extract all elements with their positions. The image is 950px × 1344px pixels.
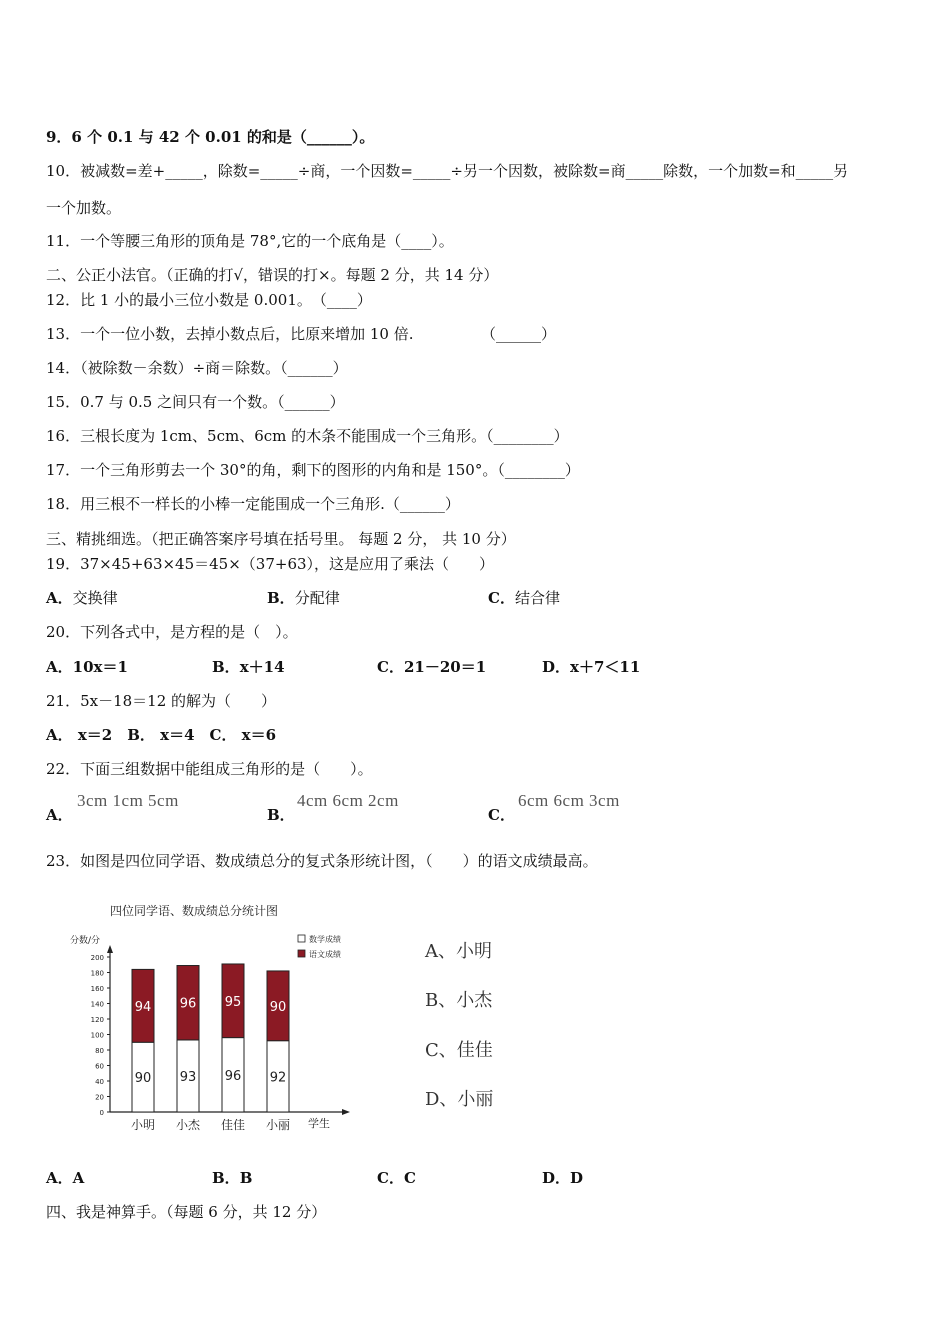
q18: 18．用三根不一样长的小棒一定能围成一个三角形.（______） (46, 495, 460, 513)
x-tick-label: 佳佳 (220, 1118, 246, 1132)
q23-choice-b: B、小杰 (425, 990, 493, 1011)
q10-line1: 10．被减数=差+_____，除数=_____÷商，一个因数=_____÷另一个因数，被除数=商_____除数，一个加数=和_____另 (46, 162, 849, 180)
q19: 19．37×45+63×45＝45×（37+63），这是应用了乘法（ ） (46, 555, 495, 573)
y-tick-label: 20 (95, 1093, 104, 1102)
q23-option-d: D．D (542, 1169, 584, 1187)
q23-option-b: B．B (212, 1169, 253, 1187)
y-tick-label: 120 (90, 1016, 104, 1024)
chart-ylabel: 分数/分 (70, 936, 101, 946)
q22-option-a-key: A． (46, 806, 73, 824)
q22-option-b-key: B． (267, 806, 295, 824)
x-tick-label: 小丽 (265, 1118, 291, 1132)
q20-option-b: B．x＋14 (212, 658, 285, 676)
bar-label-chinese: 90 (269, 999, 287, 1015)
q22-option-c-values: 6cm 6cm 3cm (518, 791, 620, 810)
q12: 12．比 1 小的最小三位小数是 0.001。 （____） (46, 291, 372, 309)
y-tick-label: 100 (90, 1031, 104, 1040)
q16: 16．三根长度为 1cm、5cm、6cm 的木条不能围成一个三角形。（________） (46, 427, 569, 445)
q15: 15．0.7 与 0.5 之间只有一个数。（______） (46, 393, 345, 411)
chart-xlabel: 学生 (308, 1117, 330, 1130)
q11: 11．一个等腰三角形的顶角是 78°,它的一个底角是（____）。 (46, 232, 454, 250)
y-tick-label: 0 (99, 1109, 104, 1117)
chart-legend (298, 934, 341, 959)
x-tick-label: 小杰 (175, 1118, 201, 1132)
q13: 13．一个一位小数，去掉小数点后，比原来增加 10 倍. （______） (46, 325, 556, 343)
q23-option-c: C．C (377, 1169, 416, 1187)
q23: 23．如图是四位同学语、数成绩总分的复式条形统计图，（ ）的语文成绩最高。 (46, 852, 598, 870)
y-tick-label: 200 (90, 954, 104, 962)
x-tick-label: 小明 (130, 1118, 156, 1132)
y-tick-label: 160 (90, 985, 104, 993)
bar-label-chinese: 95 (224, 994, 242, 1010)
q10-line2: 一个加数。 (46, 199, 122, 217)
y-tick-label: 140 (90, 1000, 104, 1009)
q22-option-c-key: C． (488, 806, 515, 824)
q22: 22．下面三组数据中能组成三角形的是（ ）。 (46, 760, 373, 778)
chart-axes (91, 945, 350, 1117)
bar-label-math: 92 (269, 1070, 287, 1086)
q21-options: A． x＝2 B． x＝4 C． x＝6 (46, 726, 277, 744)
q23-choice-a: A、小明 (425, 941, 492, 962)
section-2-heading: 二、公正小法官。（正确的打√，错误的打×。每题 2 分，共 14 分） (46, 266, 499, 284)
q9: 9．6 个 0.1 与 42 个 0.01 的和是（______）。 (46, 128, 375, 146)
q17: 17．一个三角形剪去一个 30°的角，剩下的图形的内角和是 150°。（________） (46, 461, 580, 479)
bar-label-math: 96 (224, 1068, 242, 1084)
q20-option-a: A．10x＝1 (46, 658, 128, 676)
x-axis-arrow (342, 1109, 350, 1115)
q20: 20．下列各式中，是方程的是（ ）。 (46, 623, 298, 641)
q23-choice-c: C、佳佳 (425, 1040, 493, 1061)
q20-option-d: D．x＋7＜11 (542, 658, 641, 676)
y-tick-label: 40 (95, 1078, 104, 1086)
q22-option-a-values: 3cm 1cm 5cm (77, 791, 179, 810)
chart-svg (60, 895, 360, 1145)
y-tick-label: 180 (90, 969, 104, 978)
chart-title: 四位同学语、数成绩总分统计图 (110, 904, 279, 918)
q19-option-b: B．分配律 (267, 589, 340, 607)
q20-option-c: C．21－20＝1 (377, 658, 487, 676)
q23-option-a: A．A (46, 1169, 85, 1187)
chart-bars (131, 964, 290, 1132)
section-4-heading: 四、我是神算手。（每题 6 分，共 12 分） (46, 1203, 327, 1221)
y-tick-label: 80 (95, 1047, 104, 1055)
legend-swatch-math (298, 935, 305, 942)
bar-label-chinese: 94 (134, 999, 152, 1015)
q22-option-b-values: 4cm 6cm 2cm (297, 791, 399, 810)
legend-label-chinese: 语文成绩 (309, 950, 341, 959)
bar-label-math: 90 (134, 1071, 152, 1087)
y-axis-arrow (107, 945, 113, 953)
legend-label-math: 数学成绩 (309, 935, 341, 944)
q23-choice-d: D、小丽 (425, 1089, 494, 1110)
y-tick-label: 60 (95, 1062, 104, 1071)
q19-option-a: A．交换律 (46, 589, 118, 607)
bar-label-chinese: 96 (179, 996, 197, 1012)
section-3-heading: 三、精挑细选。（把正确答案序号填在括号里。 每题 2 分， 共 10 分） (46, 530, 516, 548)
bar-label-math: 93 (179, 1069, 197, 1085)
q19-option-c: C．结合律 (488, 589, 560, 607)
legend-swatch-chinese (298, 950, 305, 957)
score-bar-chart (60, 895, 360, 1145)
q21: 21．5x－18＝12 的解为（ ） (46, 692, 277, 710)
q14: 14．（被除数－余数）÷商＝除数。（______） (46, 359, 348, 377)
